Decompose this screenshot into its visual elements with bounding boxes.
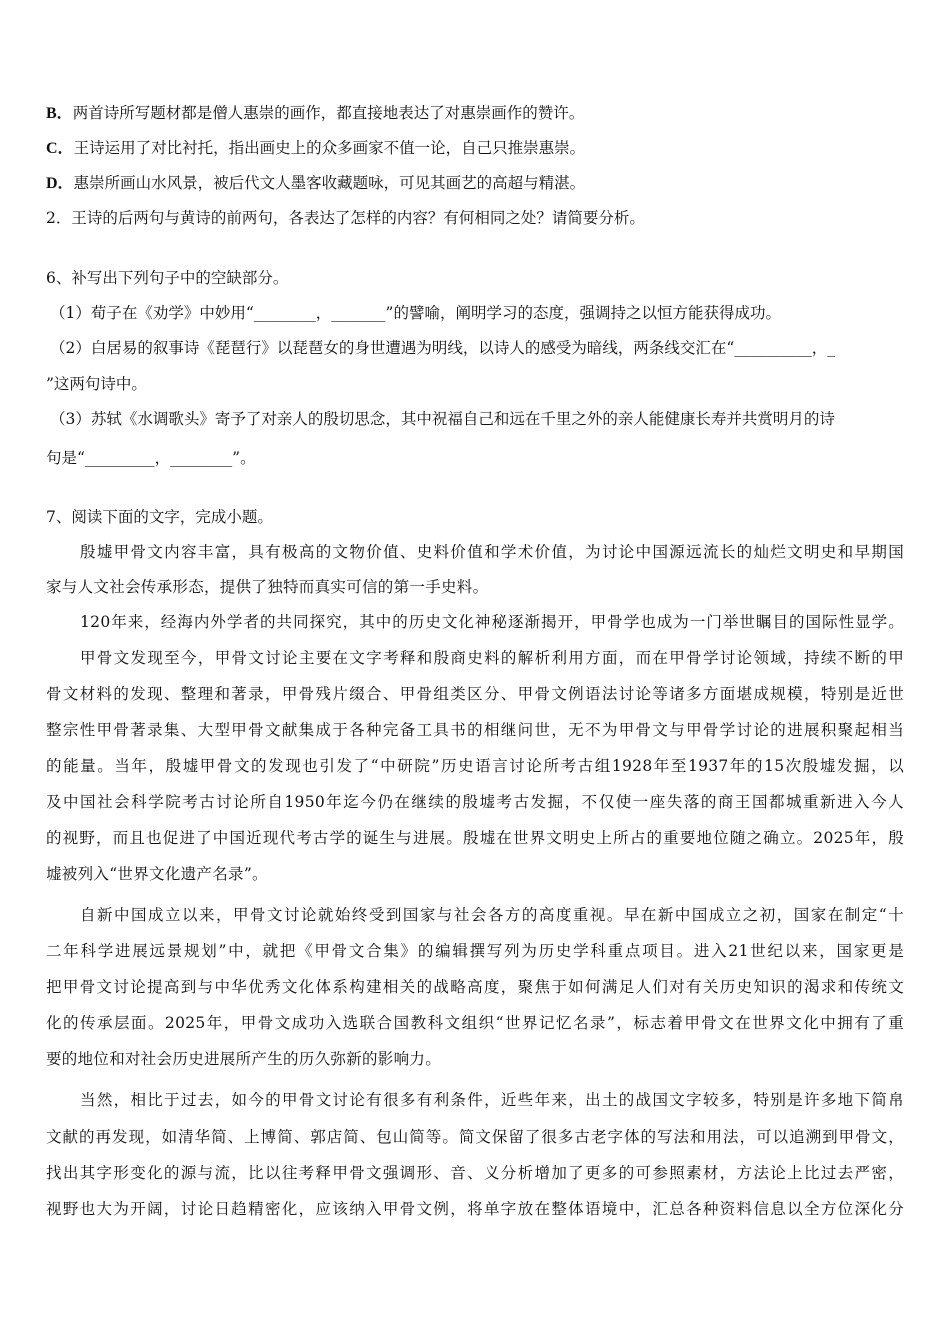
option-letter: B． <box>46 105 73 122</box>
option-b <box>46 103 584 124</box>
option-text: 惠崇所画山水风景，被后代文人墨客收藏题咏，可见其画艺的高超与精湛。 <box>73 174 586 192</box>
passage-line: 把甲骨文讨论提高到与中华优秀文化体系构建相关的战略高度，聚焦于如何满足人们对有关历史知识的渴求和传统文 <box>46 978 904 996</box>
passage-line: 当然，相比于过去，如今的甲骨文讨论有很多有利条件，近些年来，出土的战国文字较多，特别是许多地下简帛 <box>80 1091 904 1109</box>
passage-line: 自新中国成立以来，甲骨文讨论就始终受到国家与社会各方的高度重视。早在新中国成立之初，国家在制定“十 <box>80 906 904 924</box>
passage-line: 找出其字形变化的源与流，比以往考释甲骨文强调形、音、义分析增加了更多的可参照素材，方法论上比过去严密， <box>46 1164 904 1182</box>
option-text: 王诗运用了对比衬托，指出画史上的众多画家不值一论，自己只推崇惠崇。 <box>73 139 586 157</box>
question-7-title: 7、阅读下面的文字，完成小题。 <box>46 508 273 526</box>
passage-line: 二年科学进展远景规划”中，就把《甲骨文合集》的编辑撰写列为历史学科重点项目。进入21世纪以来，国家更是 <box>46 942 904 960</box>
passage-line: 殷墟甲骨文内容丰富，具有极高的文物价值、史料价值和学术价值，为讨论中国源远流长的灿烂文明史和早期国 <box>80 543 904 561</box>
option-text: 两首诗所写题材都是僧人惠崇的画作，都直接地表达了对惠崇画作的赞许。 <box>72 104 585 122</box>
question-6-item-2-cont: ”这两句诗中。 <box>46 375 147 393</box>
passage-line: 骨文材料的发现、整理和著录，甲骨残片缀合、甲骨组类区分、甲骨文例语法讨论等诸多方面堪成规模，特别是近世 <box>46 685 904 703</box>
passage-line: 甲骨文发现至今，甲骨文讨论主要在文字考释和殷商史料的解析利用方面，而在甲骨学讨论领域，持续不断的甲 <box>80 649 904 667</box>
option-letter: D． <box>46 175 74 192</box>
question-6-item-2: （2）白居易的叙事诗《琵琶行》以琵琶女的身世遭遇为明线，以诗人的感受为暗线，两条线交汇在“__________，_ <box>50 339 836 357</box>
passage-line: 整宗性甲骨著录集、大型甲骨文献集成于各种完备工具书的相继问世，无不为甲骨文与甲骨学讨论的进展积聚起相当 <box>46 721 904 739</box>
option-d <box>46 173 585 194</box>
question-6-item-3: （3）苏轼《水调歌头》寄予了对亲人的殷切思念，其中祝福自己和远在千里之外的亲人能健康长寿并共赏明月的诗 <box>50 410 835 428</box>
passage-line: 化的传承层面。2025年，甲骨文成功入选联合国教科文组织“世界记忆名录”，标志着甲骨文在世界文化中拥有了重 <box>46 1014 904 1032</box>
passage-line: 墟被列入“世界文化遗产名录”。 <box>46 865 268 883</box>
passage-line: 120年来，经海内外学者的共同探究，其中的历史文化神秘逐渐揭开，甲骨学也成为一门举世瞩目的国际性显学。 <box>80 613 904 631</box>
passage-line: 要的地位和对社会历史进展所产生的历久弥新的影响力。 <box>46 1050 442 1068</box>
question-6-item-3-cont: 句是“_________，________”。 <box>46 449 256 467</box>
passage-line: 视野也大为开阔，讨论日趋精密化，应该纳入甲骨文例，将单字放在整体语境中，汇总各种资料信息以全方位深化分 <box>46 1200 904 1218</box>
passage-line: 家与人文社会传承形态，提供了独特而真实可信的第一手史料。 <box>46 578 489 596</box>
passage-line: 的能量。当年，殷墟甲骨文的发现也引发了“中研院”历史语言讨论所考古组1928年至1937年的15次殷墟发掘，以 <box>46 757 904 775</box>
passage-line: 的视野，而且也促进了中国近现代考古学的诞生与进展。殷墟在世界文明史上所占的重要地位随之确立。2025年，殷 <box>46 829 904 847</box>
question-6-item-1: （1）荀子在《劝学》中妙用“________，_______”的譬喻，阐明学习的态度，强调持之以恒方能获得成功。 <box>50 304 781 322</box>
question-2: 2．王诗的后两句与黄诗的前两句，各表达了怎样的内容？有何相同之处？请简要分析。 <box>46 209 645 227</box>
option-letter: C． <box>46 140 74 157</box>
passage-line: 及中国社会科学院考古讨论所自1950年迄今仍在继续的殷墟考古发掘，不仅使一座失落的商王国都城重新进入今人 <box>46 793 904 811</box>
option-c <box>46 138 585 159</box>
passage-line: 文献的再发现，如清华简、上博简、郭店简、包山简等。简文保留了很多古老字体的写法和用法，可以追溯到甲骨文， <box>46 1128 904 1146</box>
question-6-title: 6、补写出下列句子中的空缺部分。 <box>46 269 289 287</box>
